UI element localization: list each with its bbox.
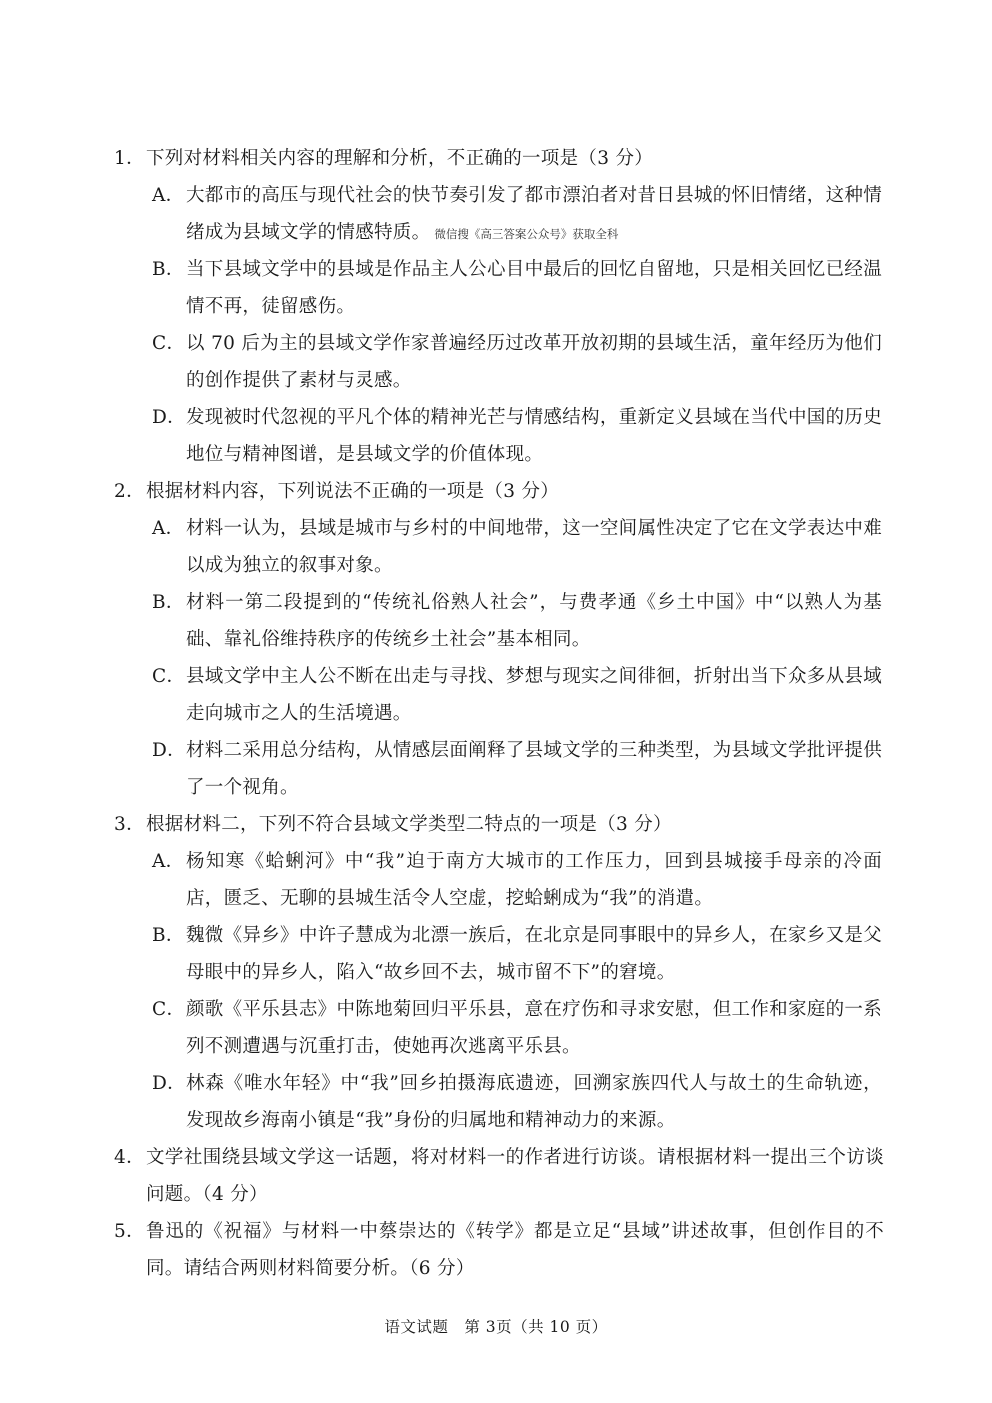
question-number: 3． [114,814,145,835]
option-letter: C． [152,333,186,354]
watermark-note: 微信搜《高三答案公众号》获取全科 [434,227,619,241]
question-number: 5． [114,1221,145,1242]
option-letter: B． [152,259,185,280]
option-text: 材料一第二段提到的“传统礼俗熟人社会”，与费孝通《乡土中国》中“以熟人为基础、靠礼俗维持秩序的传统乡土社会”基本相同。 [186,592,882,650]
question-text: 鲁迅的《祝福》与材料一中蔡崇达的《转学》都是立足“县域”讲述故事，但创作目的不同。请结合两则材料简要分析。（6 分） [146,1221,884,1279]
option-letter: A． [152,185,185,206]
option-text: 材料一认为，县域是城市与乡村的中间地带，这一空间属性决定了它在文学表达中难以成为独立的叙事对象。 [186,518,882,576]
option-text: 杨知寒《蛤蜊河》中“我”迫于南方大城市的工作压力，回到县城接手母亲的冷面店，匮乏、无聊的县城生活令人空虚，挖蛤蜊成为“我”的消遣。 [186,851,882,909]
option-letter: D． [152,1073,186,1094]
option-text: 材料二采用总分结构，从情感层面阐释了县域文学的三种类型，为县域文学批评提供了一个视角。 [186,740,882,798]
question-4 [114,1139,884,1213]
question-3-option-d [152,1065,882,1139]
option-text: 发现被时代忽视的平凡个体的精神光芒与情感结构，重新定义县域在当代中国的历史地位与精神图谱，是县域文学的价值体现。 [186,407,882,465]
question-2-stem [114,473,884,510]
option-text: 林森《唯水年轻》中“我”回乡拍摄海底遗迹，回溯家族四代人与故土的生命轨迹，发现故乡海南小镇是“我”身份的归属地和精神动力的来源。 [186,1073,882,1131]
option-letter: D． [152,740,186,761]
question-3-stem [114,806,884,843]
option-letter: A． [152,851,185,872]
option-letter: D． [152,407,186,428]
question-text: 下列对材料相关内容的理解和分析，不正确的一项是（3 分） [146,148,654,169]
question-1-option-c [152,325,882,399]
question-text: 根据材料二，下列不符合县域文学类型二特点的一项是（3 分） [146,814,672,835]
option-letter: C． [152,666,186,687]
option-letter: A． [152,518,185,539]
option-letter: C． [152,999,186,1020]
question-number: 1． [114,148,145,169]
question-number: 4． [114,1147,145,1168]
question-2-option-b [152,584,882,658]
option-text: 以 70 后为主的县域文学作家普遍经历过改革开放初期的县域生活，童年经历为他们的创作提供了素材与灵感。 [186,333,882,391]
question-5 [114,1213,884,1287]
question-1-stem [114,140,884,177]
question-3-option-b [152,917,882,991]
option-text: 大都市的高压与现代社会的快节奏引发了都市漂泊者对昔日县城的怀旧情绪，这种情绪成为县域文学的情感特质。 [186,185,882,243]
question-1-option-b [152,251,882,325]
option-letter: B． [152,925,185,946]
option-text: 当下县域文学中的县域是作品主人公心目中最后的回忆自留地，只是相关回忆已经温情不再，徒留感伤。 [186,259,882,317]
question-1-option-a [152,177,882,253]
option-letter: B． [152,592,185,613]
question-number: 2． [114,481,145,502]
question-2-option-d [152,732,882,806]
question-text: 根据材料内容，下列说法不正确的一项是（3 分） [146,481,560,502]
question-text: 文学社围绕县域文学这一话题，将对材料一的作者进行访谈。请根据材料一提出三个访谈问题。（4 分） [146,1147,884,1205]
question-2-option-c [152,658,882,732]
option-text: 魏微《异乡》中许子慧成为北漂一族后，在北京是同事眼中的异乡人，在家乡又是父母眼中的异乡人，陷入“故乡回不去，城市留不下”的窘境。 [186,925,882,983]
question-3-option-a [152,843,882,917]
page-footer: 语文试题 第 3页（共 10 页） [384,1318,608,1336]
question-1-option-d [152,399,882,473]
option-text: 颜歌《平乐县志》中陈地菊回归平乐县，意在疗伤和寻求安慰，但工作和家庭的一系列不测遭遇与沉重打击，使她再次逃离平乐县。 [186,999,882,1057]
question-3-option-c [152,991,882,1065]
option-text: 县域文学中主人公不断在出走与寻找、梦想与现实之间徘徊，折射出当下众多从县域走向城市之人的生活境遇。 [186,666,882,724]
question-2-option-a [152,510,882,584]
